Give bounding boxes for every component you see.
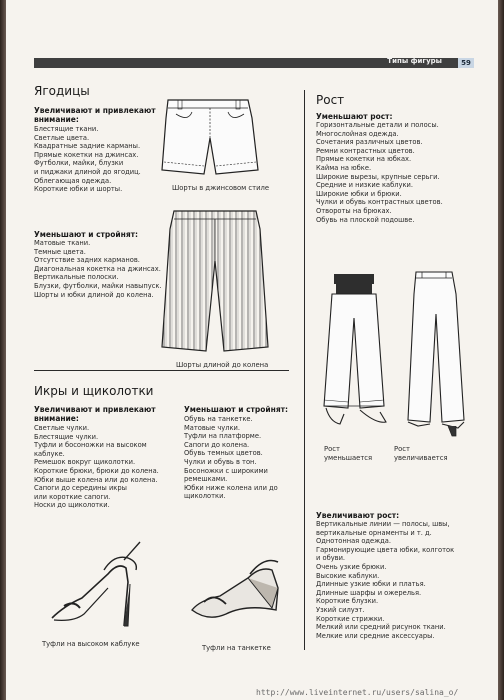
list-item: каблуке. (34, 449, 65, 458)
list-item: Юбки выше колена или до колена. (34, 475, 158, 484)
list-item: Чулки и обувь контрастных цветов. (316, 198, 443, 207)
trousers-increase-height-illustration (402, 270, 468, 438)
list-item: Обувь на танкетке. (184, 415, 253, 423)
buttocks-slim-title: Уменьшают и стройнят: (34, 230, 138, 239)
list-item: Матовые чулки. (184, 423, 241, 432)
list-item: Босоножки с широкими (184, 466, 268, 475)
wedge-shoe-illustration (186, 548, 286, 628)
list-item: Средние и низкие каблуки. (316, 181, 413, 190)
height-slim-title: Уменьшают рост: (316, 112, 393, 121)
column-divider (304, 90, 305, 650)
list-item: Светлые цвета. (34, 133, 90, 142)
list-item: Мелкие или средние аксессуары. (316, 631, 435, 640)
buttocks-enlarge-list (34, 125, 174, 194)
list-item: Блестящие чулки. (34, 432, 99, 441)
list-item: Ремешок вокруг щиколотки. (34, 458, 136, 467)
jean-shorts-illustration (154, 92, 266, 180)
list-item: Мелкий или средний рисунок ткани. (316, 623, 446, 632)
list-item: Туфли на платформе. (184, 432, 262, 441)
list-item: Многослойная одежда. (316, 129, 399, 138)
list-item: Светлые чулки. (34, 424, 90, 432)
list-item: Блестящие ткани. (34, 125, 99, 133)
list-item: Длинные узкие юбки и платья. (316, 580, 426, 589)
buttocks-enlarge-title: Увеличивают и привлекают внимание: (34, 106, 156, 124)
list-item: и обуви. (316, 554, 346, 563)
header-bar (34, 58, 464, 68)
list-item: Блузки, футболки, майки навыпуск. (34, 281, 162, 290)
header-title: Типы фигуры (387, 57, 442, 65)
high-heel-sandal-illustration (44, 540, 148, 630)
calves-enlarge-list (34, 424, 184, 510)
list-item: Отсутствие задних карманов. (34, 256, 140, 265)
list-item: Узкий силуэт. (316, 605, 365, 614)
list-item: Темные цвета. (34, 247, 86, 256)
watermark-url: http://www.liveinternet.ru/users/salina_o/ (256, 688, 459, 697)
list-item: Вертикальные линии — полосы, швы, (316, 520, 450, 528)
list-item: Широкие юбки и брюки. (316, 189, 402, 198)
list-item: Квадратные задние карманы. (34, 142, 141, 151)
list-item: Очень узкие брюки. (316, 562, 387, 571)
list-item: Юбки ниже колена или до (184, 483, 278, 492)
list-item: Сочетания различных цветов. (316, 138, 423, 147)
list-item: Туфли и босоножки на высоком (34, 441, 147, 450)
list-item: щиколотки. (184, 492, 226, 501)
list-item: Ремни контрастных цветов. (316, 146, 415, 155)
list-item: Диагональная кокетка на джинсах. (34, 264, 161, 273)
page-number: 59 (458, 58, 474, 68)
caption-knee-shorts: Шорты длиной до колена (176, 361, 269, 369)
height-enlarge-title: Увеличивают рост: (316, 511, 400, 520)
calves-enlarge-title: Увеличивают и привлекают внимание: (34, 405, 156, 423)
list-item: Короткие стрижки. (316, 614, 385, 623)
height-slim-list (316, 121, 486, 224)
list-item: Длинные шарфы и ожерелья. (316, 588, 422, 597)
knee-shorts-illustration (156, 205, 274, 355)
caption-height-decrease: Рост уменьшается (324, 445, 373, 462)
list-item: и пиджаки длиной до ягодиц. (34, 167, 141, 176)
section-divider (34, 370, 289, 371)
trousers-decrease-height-illustration (320, 272, 390, 437)
calves-slim-list (184, 415, 304, 501)
list-item: Гармонирующие цвета юбки, колготок (316, 545, 455, 554)
section-title-height: Рост (316, 93, 345, 107)
list-item: Отвороты на брюках. (316, 206, 392, 215)
list-item: или короткие сапоги. (34, 492, 111, 501)
list-item: Однотонная одежда. (316, 537, 392, 546)
list-item: Обувь темных цветов. (184, 449, 263, 458)
list-item: Шорты и юбки длиной до колена. (34, 290, 154, 299)
list-item: Вертикальные полоски. (34, 273, 119, 282)
list-item: Прямые кокетки на юбках. (316, 155, 412, 164)
list-item: Сапоги до середины икры (34, 484, 127, 493)
caption-high-heel: Туфли на высоком каблуке (42, 640, 140, 648)
section-title-buttocks: Ягодицы (34, 84, 90, 98)
list-item: Кайма на юбке. (316, 163, 372, 172)
caption-jean-shorts: Шорты в джинсовом стиле (172, 184, 270, 192)
page-edge (498, 0, 504, 700)
list-item: Обувь на плоской подошве. (316, 215, 415, 224)
list-item: ремешками. (184, 475, 228, 484)
list-item: Облегающая одежда. (34, 176, 112, 185)
list-item: Носки до щиколотки. (34, 501, 110, 510)
list-item: Короткие блузки. (316, 597, 379, 606)
list-item: Короткие юбки и шорты. (34, 185, 123, 194)
calves-slim-title: Уменьшают и стройнят: (184, 405, 288, 414)
caption-height-increase: Рост увеличивается (394, 445, 448, 462)
list-item: Высокие каблуки. (316, 571, 380, 580)
list-item: Широкие вырезы, крупные серьги. (316, 172, 440, 181)
list-item: вертикальные орнаменты и т. д. (316, 528, 432, 537)
list-item: Чулки и обувь в тон. (184, 457, 257, 466)
caption-wedge: Туфли на танкетке (202, 644, 271, 652)
list-item: Короткие брюки, брюки до колена. (34, 466, 159, 475)
list-item: Сапоги до колена. (184, 440, 250, 449)
book-page (6, 0, 498, 700)
section-title-calves: Икры и щиколотки (34, 384, 154, 398)
list-item: Прямые кокетки на джинсах. (34, 150, 139, 159)
list-item: Матовые ткани. (34, 239, 91, 247)
list-item: Футболки, майки, блузки (34, 159, 124, 168)
height-enlarge-list (316, 520, 491, 640)
list-item: Горизонтальные детали и полосы. (316, 121, 439, 129)
